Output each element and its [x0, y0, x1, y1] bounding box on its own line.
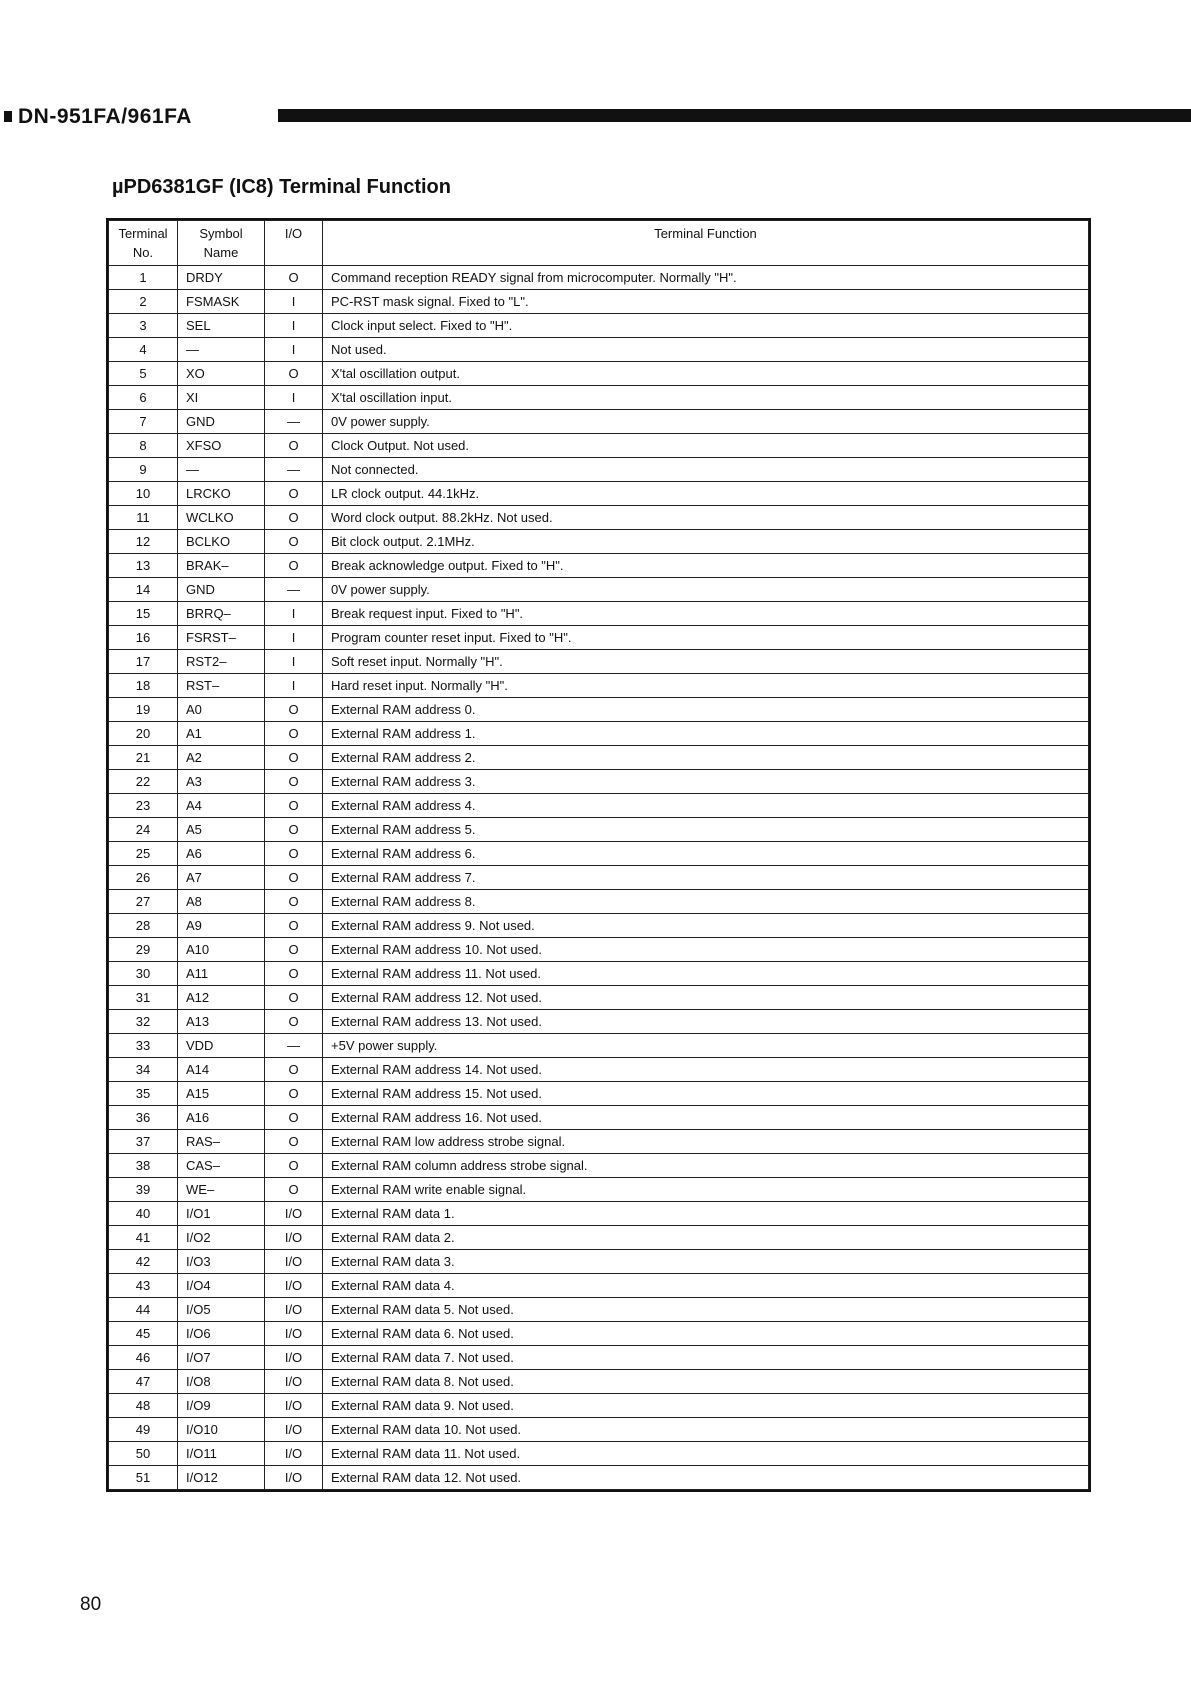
table-row — [109, 434, 1089, 458]
symbol-name-cell: WCLKO — [178, 506, 265, 530]
terminal-no-cell: 17 — [109, 650, 178, 674]
io-cell: O — [265, 866, 323, 890]
table-row — [109, 746, 1089, 770]
terminal-no-cell: 29 — [109, 938, 178, 962]
table-row — [109, 602, 1089, 626]
symbol-name-cell: I/O12 — [178, 1466, 265, 1490]
header-io: I/O — [265, 221, 323, 266]
symbol-name-cell: I/O8 — [178, 1370, 265, 1394]
terminal-function-cell: External RAM data 3. — [323, 1250, 1089, 1274]
table-row — [109, 1034, 1089, 1058]
table-row — [109, 650, 1089, 674]
terminal-function-cell: Break request input. Fixed to "H". — [323, 602, 1089, 626]
terminal-no-cell: 35 — [109, 1082, 178, 1106]
terminal-no-cell: 21 — [109, 746, 178, 770]
table-row — [109, 290, 1089, 314]
table-body — [109, 266, 1089, 1490]
table-row — [109, 890, 1089, 914]
table-row — [109, 986, 1089, 1010]
symbol-name-cell: I/O5 — [178, 1298, 265, 1322]
terminal-no-cell: 28 — [109, 914, 178, 938]
io-cell: — — [265, 410, 323, 434]
terminal-no-cell: 44 — [109, 1298, 178, 1322]
terminal-no-cell: 34 — [109, 1058, 178, 1082]
symbol-name-cell: A9 — [178, 914, 265, 938]
terminal-no-cell: 31 — [109, 986, 178, 1010]
io-cell: O — [265, 506, 323, 530]
table-row — [109, 962, 1089, 986]
table-row — [109, 1394, 1089, 1418]
io-cell: O — [265, 890, 323, 914]
terminal-function-cell: Bit clock output. 2.1MHz. — [323, 530, 1089, 554]
terminal-function-cell: Clock Output. Not used. — [323, 434, 1089, 458]
terminal-function-cell: External RAM address 4. — [323, 794, 1089, 818]
terminal-no-cell: 48 — [109, 1394, 178, 1418]
io-cell: I/O — [265, 1346, 323, 1370]
terminal-function-cell: External RAM address 3. — [323, 770, 1089, 794]
terminal-function-cell: External RAM data 5. Not used. — [323, 1298, 1089, 1322]
io-cell: O — [265, 1082, 323, 1106]
terminal-no-cell: 15 — [109, 602, 178, 626]
table-row — [109, 1202, 1089, 1226]
table-row — [109, 530, 1089, 554]
header-symbol-line2: Name — [203, 245, 239, 260]
symbol-name-cell: I/O7 — [178, 1346, 265, 1370]
terminal-no-cell: 8 — [109, 434, 178, 458]
symbol-name-cell: A13 — [178, 1010, 265, 1034]
io-cell: O — [265, 530, 323, 554]
symbol-name-cell: A10 — [178, 938, 265, 962]
terminal-no-cell: 11 — [109, 506, 178, 530]
terminal-function-cell: Not used. — [323, 338, 1089, 362]
terminal-no-cell: 10 — [109, 482, 178, 506]
io-cell: I/O — [265, 1274, 323, 1298]
table-row — [109, 1274, 1089, 1298]
symbol-name-cell: WE– — [178, 1178, 265, 1202]
symbol-name-cell: RAS– — [178, 1130, 265, 1154]
io-cell: I/O — [265, 1418, 323, 1442]
table-row — [109, 1058, 1089, 1082]
io-cell: I/O — [265, 1250, 323, 1274]
symbol-name-cell: RST– — [178, 674, 265, 698]
terminal-no-cell: 32 — [109, 1010, 178, 1034]
terminal-function-cell: External RAM data 12. Not used. — [323, 1466, 1089, 1490]
terminal-no-cell: 43 — [109, 1274, 178, 1298]
table-row — [109, 482, 1089, 506]
terminal-no-cell: 5 — [109, 362, 178, 386]
io-cell: O — [265, 1154, 323, 1178]
symbol-name-cell: A11 — [178, 962, 265, 986]
terminal-no-cell: 7 — [109, 410, 178, 434]
table-row — [109, 1322, 1089, 1346]
terminal-function-cell: External RAM data 1. — [323, 1202, 1089, 1226]
io-cell: O — [265, 1130, 323, 1154]
terminal-no-cell: 47 — [109, 1370, 178, 1394]
io-cell: I — [265, 602, 323, 626]
terminal-function-cell: External RAM data 8. Not used. — [323, 1370, 1089, 1394]
header-terminal-no-line1: Terminal — [118, 226, 168, 241]
terminal-function-cell: External RAM address 9. Not used. — [323, 914, 1089, 938]
header-terminal-function: Terminal Function — [323, 221, 1089, 266]
terminal-no-cell: 30 — [109, 962, 178, 986]
symbol-name-cell: A16 — [178, 1106, 265, 1130]
table-row — [109, 1250, 1089, 1274]
terminal-function-cell: Command reception READY signal from microcomputer. Normally "H". — [323, 266, 1089, 290]
terminal-function-table — [106, 218, 1091, 1492]
terminal-function-cell: Hard reset input. Normally "H". — [323, 674, 1089, 698]
terminal-no-cell: 23 — [109, 794, 178, 818]
table-row — [109, 1010, 1089, 1034]
io-cell: I/O — [265, 1226, 323, 1250]
terminal-function-cell: 0V power supply. — [323, 578, 1089, 602]
terminal-function-cell: X'tal oscillation input. — [323, 386, 1089, 410]
io-cell: O — [265, 938, 323, 962]
io-cell: O — [265, 842, 323, 866]
table-row — [109, 938, 1089, 962]
io-cell: I — [265, 650, 323, 674]
table-row — [109, 866, 1089, 890]
symbol-name-cell: DRDY — [178, 266, 265, 290]
terminal-no-cell: 24 — [109, 818, 178, 842]
terminal-function-cell: External RAM address 14. Not used. — [323, 1058, 1089, 1082]
terminal-no-cell: 12 — [109, 530, 178, 554]
io-cell: — — [265, 578, 323, 602]
io-cell: I — [265, 626, 323, 650]
symbol-name-cell: XI — [178, 386, 265, 410]
terminal-function-cell: Clock input select. Fixed to "H". — [323, 314, 1089, 338]
table-row — [109, 1466, 1089, 1490]
terminal-no-cell: 39 — [109, 1178, 178, 1202]
io-cell: O — [265, 1178, 323, 1202]
table-row — [109, 1178, 1089, 1202]
symbol-name-cell: SEL — [178, 314, 265, 338]
symbol-name-cell: FSRST– — [178, 626, 265, 650]
symbol-name-cell: VDD — [178, 1034, 265, 1058]
table-row — [109, 1298, 1089, 1322]
table-row — [109, 794, 1089, 818]
terminal-function-cell: PC-RST mask signal. Fixed to "L". — [323, 290, 1089, 314]
symbol-name-cell: LRCKO — [178, 482, 265, 506]
header-terminal-no — [109, 221, 178, 266]
terminal-function-cell: External RAM write enable signal. — [323, 1178, 1089, 1202]
symbol-name-cell: A2 — [178, 746, 265, 770]
terminal-no-cell: 4 — [109, 338, 178, 362]
symbol-name-cell: — — [178, 338, 265, 362]
terminal-function-cell: External RAM address 2. — [323, 746, 1089, 770]
symbol-name-cell: I/O3 — [178, 1250, 265, 1274]
io-cell: O — [265, 482, 323, 506]
terminal-no-cell: 25 — [109, 842, 178, 866]
terminal-function-cell: External RAM data 11. Not used. — [323, 1442, 1089, 1466]
io-cell: I/O — [265, 1394, 323, 1418]
symbol-name-cell: A0 — [178, 698, 265, 722]
io-cell: I/O — [265, 1202, 323, 1226]
terminal-function-cell: Soft reset input. Normally "H". — [323, 650, 1089, 674]
io-cell: I/O — [265, 1298, 323, 1322]
symbol-name-cell: XO — [178, 362, 265, 386]
terminal-no-cell: 14 — [109, 578, 178, 602]
io-cell: O — [265, 770, 323, 794]
terminal-function-cell: External RAM data 6. Not used. — [323, 1322, 1089, 1346]
table-row — [109, 626, 1089, 650]
table-header — [109, 221, 1089, 266]
symbol-name-cell: I/O6 — [178, 1322, 265, 1346]
header-bullet — [4, 111, 12, 122]
table-row — [109, 314, 1089, 338]
terminal-no-cell: 36 — [109, 1106, 178, 1130]
table-row — [109, 1346, 1089, 1370]
io-cell: O — [265, 818, 323, 842]
terminal-function-cell: External RAM address 0. — [323, 698, 1089, 722]
symbol-name-cell: A12 — [178, 986, 265, 1010]
terminal-function-cell: External RAM address 13. Not used. — [323, 1010, 1089, 1034]
terminal-no-cell: 16 — [109, 626, 178, 650]
io-cell: O — [265, 266, 323, 290]
symbol-name-cell: I/O2 — [178, 1226, 265, 1250]
terminal-function-cell: 0V power supply. — [323, 410, 1089, 434]
symbol-name-cell: A5 — [178, 818, 265, 842]
io-cell: O — [265, 914, 323, 938]
table-row — [109, 386, 1089, 410]
table-row — [109, 1370, 1089, 1394]
terminal-function-cell: External RAM address 5. — [323, 818, 1089, 842]
io-cell: — — [265, 1034, 323, 1058]
terminal-no-cell: 46 — [109, 1346, 178, 1370]
symbol-name-cell: GND — [178, 578, 265, 602]
terminal-no-cell: 13 — [109, 554, 178, 578]
table-row — [109, 722, 1089, 746]
terminal-function-cell: Word clock output. 88.2kHz. Not used. — [323, 506, 1089, 530]
io-cell: O — [265, 554, 323, 578]
symbol-name-cell: — — [178, 458, 265, 482]
terminal-function-cell: External RAM address 16. Not used. — [323, 1106, 1089, 1130]
symbol-name-cell: CAS– — [178, 1154, 265, 1178]
terminal-no-cell: 9 — [109, 458, 178, 482]
table-row — [109, 554, 1089, 578]
terminal-no-cell: 20 — [109, 722, 178, 746]
terminal-function-cell: Break acknowledge output. Fixed to "H". — [323, 554, 1089, 578]
symbol-name-cell: A14 — [178, 1058, 265, 1082]
terminal-function-cell: External RAM address 15. Not used. — [323, 1082, 1089, 1106]
io-cell: I — [265, 314, 323, 338]
symbol-name-cell: RST2– — [178, 650, 265, 674]
symbol-name-cell: A4 — [178, 794, 265, 818]
symbol-name-cell: A1 — [178, 722, 265, 746]
io-cell: I/O — [265, 1370, 323, 1394]
io-cell: — — [265, 458, 323, 482]
io-cell: I/O — [265, 1322, 323, 1346]
table-row — [109, 1418, 1089, 1442]
table-row — [109, 1154, 1089, 1178]
symbol-name-cell: BRRQ– — [178, 602, 265, 626]
terminal-function-cell: External RAM address 6. — [323, 842, 1089, 866]
io-cell: I — [265, 290, 323, 314]
terminal-no-cell: 3 — [109, 314, 178, 338]
header-symbol-line1: Symbol — [199, 226, 243, 241]
terminal-function-cell: LR clock output. 44.1kHz. — [323, 482, 1089, 506]
io-cell: I — [265, 338, 323, 362]
io-cell: I — [265, 386, 323, 410]
terminal-no-cell: 41 — [109, 1226, 178, 1250]
terminal-no-cell: 49 — [109, 1418, 178, 1442]
terminal-no-cell: 42 — [109, 1250, 178, 1274]
table-row — [109, 1442, 1089, 1466]
terminal-function-cell: External RAM data 9. Not used. — [323, 1394, 1089, 1418]
page-number: 80 — [80, 1594, 102, 1615]
terminal-function-cell: External RAM address 10. Not used. — [323, 938, 1089, 962]
terminal-function-cell: External RAM data 4. — [323, 1274, 1089, 1298]
io-cell: O — [265, 1058, 323, 1082]
terminal-no-cell: 18 — [109, 674, 178, 698]
terminal-function-cell: External RAM address 7. — [323, 866, 1089, 890]
table-row — [109, 362, 1089, 386]
symbol-name-cell: A7 — [178, 866, 265, 890]
symbol-name-cell: I/O1 — [178, 1202, 265, 1226]
io-cell: I — [265, 674, 323, 698]
terminal-no-cell: 38 — [109, 1154, 178, 1178]
table-row — [109, 698, 1089, 722]
terminal-no-cell: 6 — [109, 386, 178, 410]
header-rule — [278, 109, 1191, 122]
terminal-function-cell: External RAM address 12. Not used. — [323, 986, 1089, 1010]
running-header — [0, 106, 1191, 128]
table-row — [109, 674, 1089, 698]
terminal-no-cell: 51 — [109, 1466, 178, 1490]
table-row — [109, 1106, 1089, 1130]
terminal-function-cell: External RAM data 2. — [323, 1226, 1089, 1250]
table-row — [109, 914, 1089, 938]
terminal-no-cell: 40 — [109, 1202, 178, 1226]
header-model-title: DN-951FA/961FA — [18, 105, 192, 128]
symbol-name-cell: I/O9 — [178, 1394, 265, 1418]
symbol-name-cell: A3 — [178, 770, 265, 794]
terminal-function-cell: External RAM column address strobe signal. — [323, 1154, 1089, 1178]
terminal-no-cell: 19 — [109, 698, 178, 722]
terminal-no-cell: 27 — [109, 890, 178, 914]
io-cell: O — [265, 362, 323, 386]
table-row — [109, 410, 1089, 434]
io-cell: I/O — [265, 1466, 323, 1490]
io-cell: O — [265, 962, 323, 986]
table-row — [109, 1082, 1089, 1106]
terminal-function-cell: X'tal oscillation output. — [323, 362, 1089, 386]
symbol-name-cell: A8 — [178, 890, 265, 914]
terminal-no-cell: 50 — [109, 1442, 178, 1466]
io-cell: I/O — [265, 1442, 323, 1466]
terminal-no-cell: 1 — [109, 266, 178, 290]
terminal-no-cell: 2 — [109, 290, 178, 314]
symbol-name-cell: FSMASK — [178, 290, 265, 314]
table-row — [109, 338, 1089, 362]
terminal-function-cell: External RAM data 7. Not used. — [323, 1346, 1089, 1370]
io-cell: O — [265, 794, 323, 818]
terminal-function-cell: Program counter reset input. Fixed to "H". — [323, 626, 1089, 650]
terminal-function-cell: External RAM low address strobe signal. — [323, 1130, 1089, 1154]
terminal-function-cell: +5V power supply. — [323, 1034, 1089, 1058]
terminal-no-cell: 22 — [109, 770, 178, 794]
terminal-function-cell: External RAM data 10. Not used. — [323, 1418, 1089, 1442]
symbol-name-cell: A15 — [178, 1082, 265, 1106]
io-cell: O — [265, 746, 323, 770]
table-row — [109, 1130, 1089, 1154]
io-cell: O — [265, 986, 323, 1010]
table-row — [109, 1226, 1089, 1250]
table-row — [109, 818, 1089, 842]
io-cell: O — [265, 722, 323, 746]
table-row — [109, 770, 1089, 794]
symbol-name-cell: I/O10 — [178, 1418, 265, 1442]
symbol-name-cell: A6 — [178, 842, 265, 866]
io-cell: O — [265, 1010, 323, 1034]
terminal-function-cell: External RAM address 8. — [323, 890, 1089, 914]
terminal-function-cell: External RAM address 1. — [323, 722, 1089, 746]
table-row — [109, 506, 1089, 530]
table-row — [109, 578, 1089, 602]
symbol-name-cell: BCLKO — [178, 530, 265, 554]
symbol-name-cell: BRAK– — [178, 554, 265, 578]
table-row — [109, 266, 1089, 290]
table-row — [109, 458, 1089, 482]
io-cell: O — [265, 1106, 323, 1130]
io-cell: O — [265, 698, 323, 722]
table-row — [109, 842, 1089, 866]
symbol-name-cell: I/O11 — [178, 1442, 265, 1466]
terminal-function-cell: Not connected. — [323, 458, 1089, 482]
symbol-name-cell: XFSO — [178, 434, 265, 458]
symbol-name-cell: GND — [178, 410, 265, 434]
terminal-no-cell: 37 — [109, 1130, 178, 1154]
terminal-no-cell: 45 — [109, 1322, 178, 1346]
io-cell: O — [265, 434, 323, 458]
header-terminal-no-line2: No. — [132, 245, 154, 260]
symbol-name-cell: I/O4 — [178, 1274, 265, 1298]
terminal-no-cell: 33 — [109, 1034, 178, 1058]
terminal-no-cell: 26 — [109, 866, 178, 890]
header-symbol-name — [178, 221, 265, 266]
terminal-function-cell: External RAM address 11. Not used. — [323, 962, 1089, 986]
page-title: µPD6381GF (IC8) Terminal Function — [112, 176, 451, 198]
